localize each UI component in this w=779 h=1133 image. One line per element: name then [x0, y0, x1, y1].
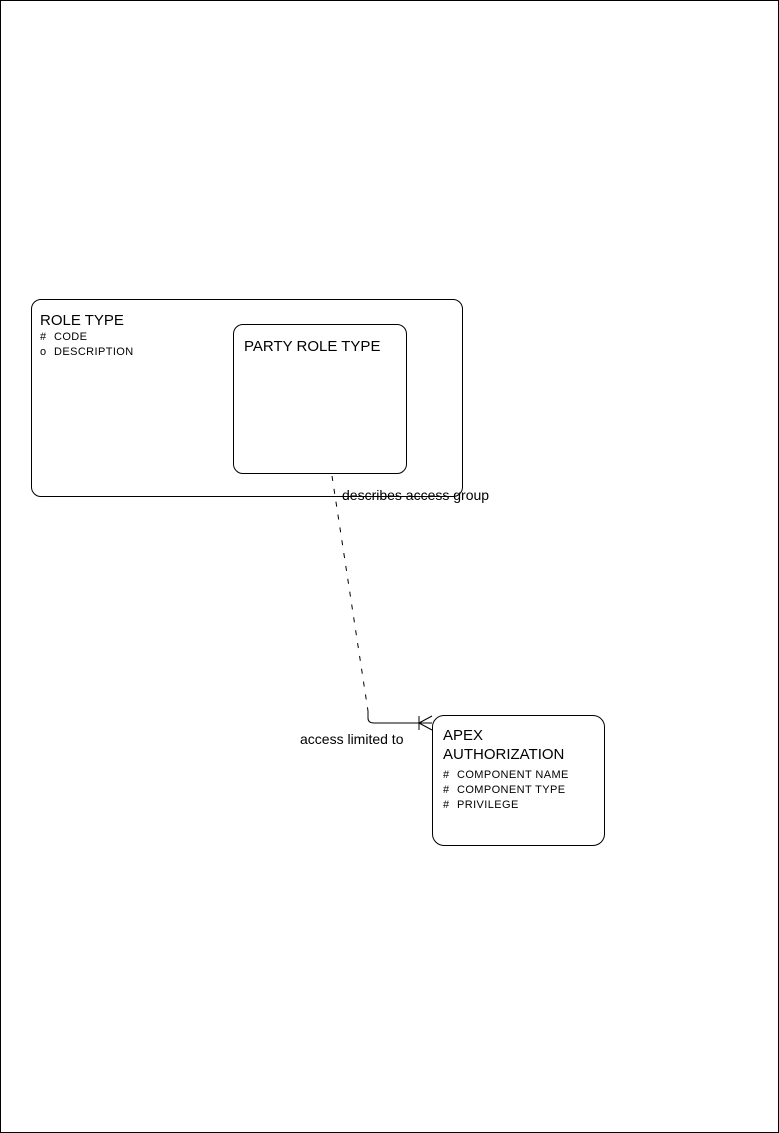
attribute-prefix: o — [40, 346, 47, 358]
entity-apex-authorization-title-line2: AUTHORIZATION — [443, 746, 565, 763]
attribute-row-privilege — [443, 798, 604, 813]
attribute-prefix: # — [443, 769, 450, 781]
entity-apex-authorization-title-line1: APEX — [443, 727, 484, 744]
crows-foot-icon — [419, 716, 432, 730]
attribute-row-component-name — [443, 768, 604, 783]
attribute-prefix: # — [443, 784, 450, 796]
relationship-line-group[interactable] — [332, 476, 432, 730]
relationship-label-describes-access-group: describes access group — [342, 487, 490, 503]
relationship-connector[interactable] — [1, 1, 779, 1133]
entity-role-type-title: ROLE TYPE — [40, 312, 124, 329]
relationship-label-access-limited-to: access limited to — [300, 731, 404, 747]
attribute-name: PRIVILEGE — [457, 799, 519, 811]
attribute-name: COMPONENT TYPE — [457, 784, 566, 796]
entity-apex-authorization[interactable] — [432, 715, 605, 846]
attribute-name: CODE — [54, 331, 88, 343]
relationship-line-elbow — [368, 711, 419, 723]
attribute-name: DESCRIPTION — [54, 346, 134, 358]
attribute-prefix: # — [443, 799, 450, 811]
entity-party-role-type-title: PARTY ROLE TYPE — [244, 338, 381, 355]
entity-party-role-type[interactable] — [233, 324, 407, 474]
relationship-line-optional-segment — [332, 476, 368, 711]
attribute-row-component-type — [443, 783, 604, 798]
attribute-name: COMPONENT NAME — [457, 769, 569, 781]
attribute-prefix: # — [40, 331, 47, 343]
